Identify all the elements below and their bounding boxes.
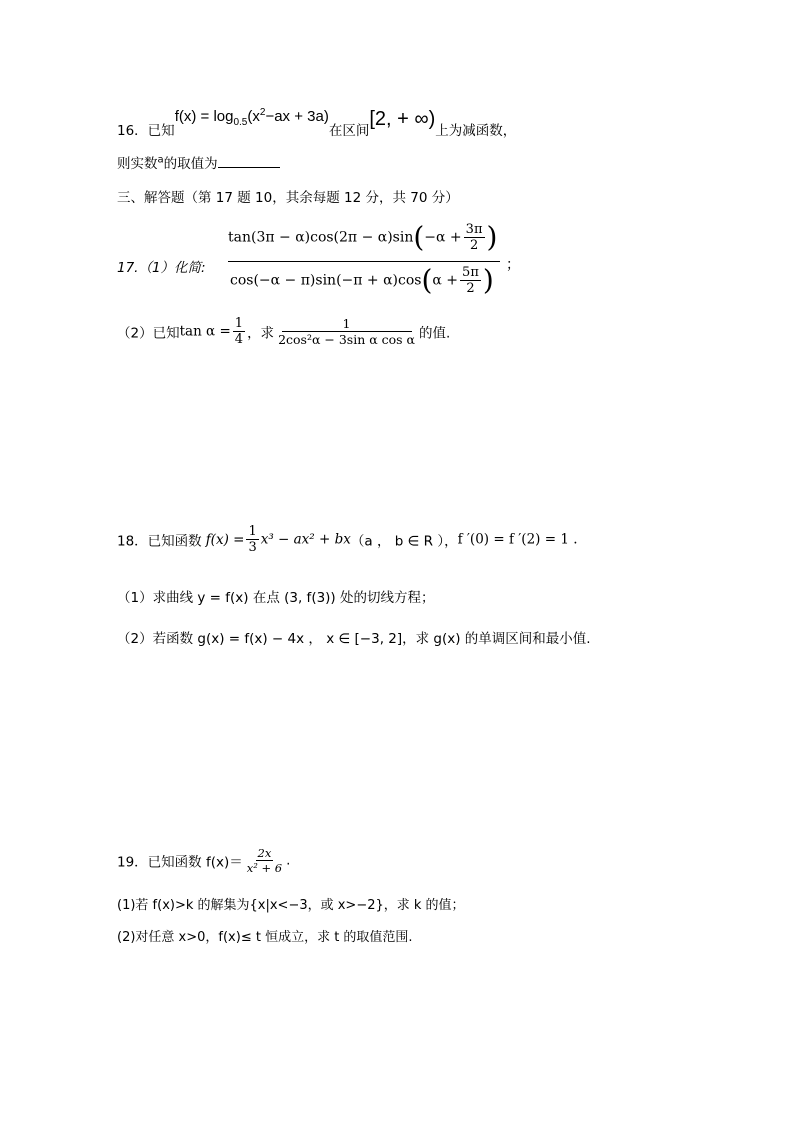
q17-label: 17.（1）化简: [117,260,206,276]
q17-expression [228,216,520,306]
q19-intro: 19．已知函数 f(x)＝ $\frac{2x}{\text{x² + 6}}$ . [117,846,291,875]
q16-var-a: a [157,154,164,166]
q16-line1 [117,104,516,138]
q18-part2: （2）若函数 g(x) = f(x) − 4x ， x ∈ [−3, 2]，求 g(x) 的单调区间和最小值. [117,631,591,647]
q17-fraction-bar [228,261,500,262]
q16-tail: 上为减函数， [435,123,517,139]
q16-answer-blank [218,155,280,168]
q18-part1: （1）求曲线 y = f(x) 在点 (3, f(3)) 处的切线方程； [117,590,435,606]
q17-part2: （2）已知tan α = $\frac{1}{4}$ ，求 $\frac{1}{\text{2cos²α − 3sin α cos α}}$ 的值. [117,316,451,347]
q16-in-interval: 在区间 [328,123,370,139]
q17-denominator: cos(−α − π)sin(−π + α)cos(α + $\frac{5\pi}{2}$ ) [230,263,494,297]
q16-number: 16．已知 [117,123,175,139]
q17-numerator: tan(3π − α)cos(2π − α)sin(−α + $\frac{3\pi}{2}$ ) [228,220,498,254]
q16-interval: [2, + ∞) [369,108,436,130]
q16-line2: 则实数$^a$的取值为 [117,152,280,172]
q19-part2: (2)对任意 x>0，f(x)≤ t 恒成立，求 t 的取值范围. [117,930,413,945]
q18-intro: 18．已知函数 f(x) = $\frac{1}{3}$ x³ − ax² + bx（a ， b ∈ R ），f ′(0) = f ′(2) = 1 . [117,524,578,555]
q17-semicolon: ； [506,257,520,273]
q16-formula: $f(x) = \log_{0.5}(x^2-ax + 3a)$ [174,107,329,128]
section-heading: 三、解答题（第 17 题 10，其余每题 12 分，共 70 分） [117,190,459,206]
q19-part1: (1)若 f(x)>k 的解集为{x|x<−3，或 x>−2}，求 k 的值； [117,898,465,913]
